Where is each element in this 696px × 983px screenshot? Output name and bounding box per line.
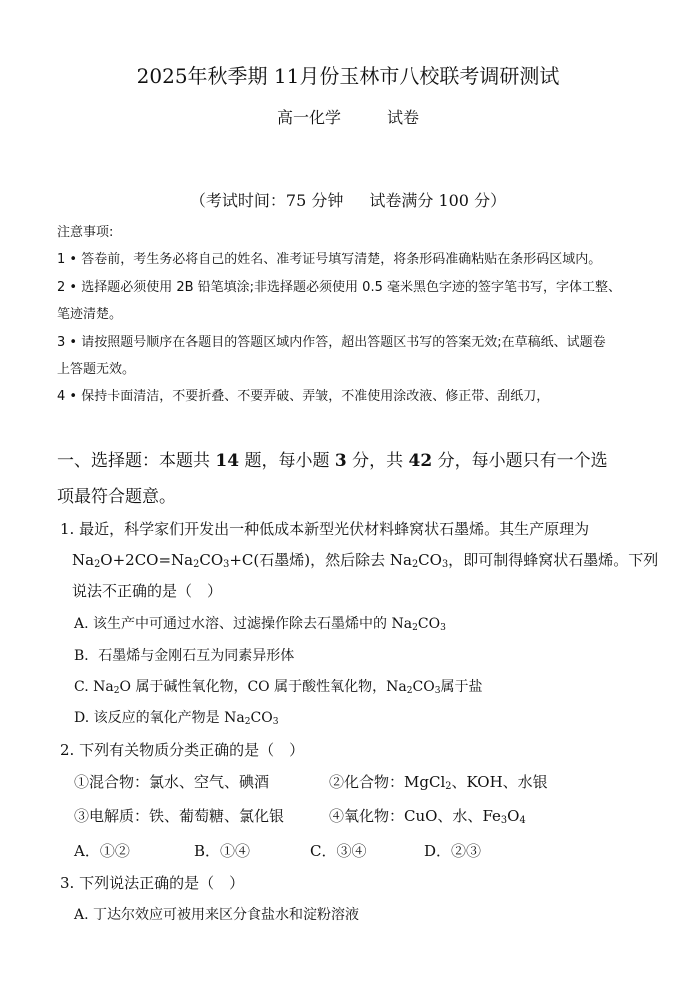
option-text: C. — [74, 679, 89, 695]
option-text: A. 该生产中可通过水溶、过滤操作除去石墨烯中的 — [74, 616, 388, 632]
note-item: 4 • 保持卡面清洁，不要折叠、不要弄破、弄皱，不准使用涂改液、修正带、刮纸刀， — [57, 389, 550, 404]
q1-stem-line3: 说法不正确的是（ ） — [72, 582, 223, 600]
note-item: 1 • 答卷前，考生务必将自己的姓名、准考证号填写清楚，将条形码准确粘贴在条形码区域内。 — [57, 252, 602, 267]
notes-heading: 注意事项: — [57, 225, 114, 240]
q2-item-4: ④氧化物：CuO、水、$Fe_3O_4$ — [329, 807, 526, 826]
subject-label: 高一化学 — [276, 108, 341, 127]
q1-option-b: B．石墨烯与金刚石互为同素异形体 — [74, 648, 295, 664]
q2-item-2: ②化合物：MgCl$_2$、KOH、水银 — [329, 773, 548, 792]
section-text: 分，每小题只有一个选 — [437, 451, 608, 471]
q2-option-b: B．①④ — [194, 842, 251, 860]
section-text: 题，每小题 — [244, 451, 330, 471]
q1-text: 即可制得蜂窝状石墨烯。下列 — [463, 551, 659, 569]
option-text: 属于碱性氧化物，CO 属于酸性氧化物， — [135, 679, 387, 695]
q1-option-c: C. $Na_2O$ 属于碱性氧化物，CO 属于酸性氧化物，$Na_2CO_3$属于盐 — [74, 679, 483, 696]
page-title: 2025年秋季期 11月份玉林市八校联考调研测试 — [136, 64, 560, 88]
q1-text: 然后除去 — [325, 551, 386, 569]
q1-option-d: D. 该反应的氧化产物是 $Na_2CO_3$ — [74, 710, 279, 727]
note-item: 笔迹清楚。 — [57, 307, 123, 322]
item-text: ②化合物： — [329, 773, 405, 791]
q1-stem: 1. 最近，科学家们开发出一种低成本新型光伏材料蜂窝状石墨烯。其生产原理为 — [60, 520, 590, 538]
points-each: 3 — [334, 451, 347, 471]
note-item: 3 • 请按照题号顺序在各题目的答题区域内作答，超出答题区书写的答案无效;在草稿纸、试题卷 — [57, 335, 606, 350]
item-text: ④氧化物：CuO、水、 — [329, 807, 483, 825]
section-heading — [57, 446, 608, 471]
exam-score: 试卷满分 100 分） — [369, 191, 507, 210]
q1-stem-line2: $Na_2O+2CO=Na_2CO_3+C$(石墨烯)，然后除去 $Na_2CO_3$，即可制得蜂窝状石墨烯。下列 — [72, 551, 659, 570]
option-text: 属于盐 — [440, 679, 483, 695]
exam-info — [0, 188, 696, 211]
q2-item-1: ①混合物：氯水、空气、碘酒 — [74, 773, 270, 791]
section-heading-line2: 项最符合题意。 — [57, 487, 176, 507]
q2-item-3: ③电解质：铁、葡萄糖、氯化银 — [74, 807, 285, 825]
exam-subtitle — [0, 105, 696, 128]
q2-option-d: D．②③ — [424, 842, 482, 860]
paper-kind-label: 试卷 — [387, 108, 420, 127]
item-text: 、KOH、水银 — [451, 773, 548, 791]
q3-option-a: A. 丁达尔效应可被用来区分食盐水和淀粉溶液 — [74, 907, 360, 923]
q1-option-a: A. 该生产中可通过水溶、过滤操作除去石墨烯中的 $Na_2CO_3$ — [74, 616, 446, 633]
q3-stem: 3. 下列说法正确的是（ ） — [60, 874, 245, 892]
q2-stem: 2. 下列有关物质分类正确的是（ ） — [60, 741, 305, 759]
note-item: 2 • 选择题必须使用 2B 铅笔填涂;非选择题必须使用 0.5 毫米黑色字迹的签字笔书写，字体工整、 — [57, 280, 621, 295]
points-total: 42 — [408, 451, 433, 471]
note-item: 上答题无效。 — [57, 362, 136, 377]
question-count: 14 — [215, 451, 240, 471]
section-text: 一、选择题：本题共 — [57, 451, 210, 471]
exam-time: （考试时间：75 分钟 — [189, 191, 344, 210]
q2-option-a: A．①② — [74, 842, 130, 860]
section-text: 分，共 — [352, 451, 404, 471]
q2-option-c: C．③④ — [310, 842, 367, 860]
option-text: D. 该反应的氧化产物是 — [74, 710, 220, 726]
